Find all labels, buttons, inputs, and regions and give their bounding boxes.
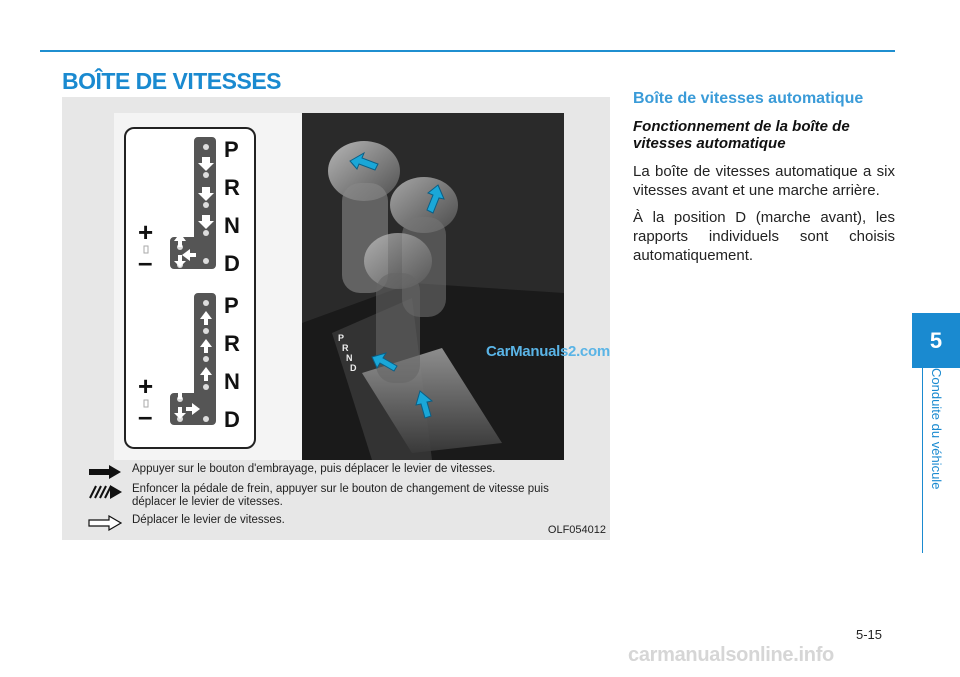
manual-minus: – [138, 247, 153, 277]
gate-letter-n: N [224, 213, 240, 238]
gear-lever-illustration [302, 113, 564, 460]
watermark: CarManuals2.com [486, 343, 610, 360]
figure-panel [62, 97, 610, 540]
manual-minus: – [138, 401, 153, 431]
legend-item [88, 514, 285, 531]
chapter-label-box [930, 368, 946, 553]
section-title: BOÎTE DE VITESSES [62, 68, 281, 94]
paragraph: La boîte de vitesses automatique a six vitesses avant et une marche arrière. [633, 163, 895, 199]
console-letter-n: N [346, 353, 353, 363]
chapter-label: Conduite du véhicule [929, 368, 944, 490]
figure-code: OLF054012 [547, 524, 606, 536]
content-column [633, 90, 895, 273]
legend-text: Déplacer le levier de vitesses. [132, 514, 285, 526]
subsubsection-title: Fonctionnement de la boîte de vitesses automatique [633, 118, 850, 152]
legend-text: Appuyer sur le bouton d'embrayage, puis déplacer le levier de vitesses. [132, 463, 496, 475]
manual-plus: + [138, 217, 154, 247]
top-rule [40, 50, 895, 52]
page-number: 5-15 [856, 627, 883, 642]
diagram-area [114, 113, 564, 460]
gear-lever-photo [302, 113, 564, 460]
solid-arrow-icon [88, 464, 122, 480]
legend-item [88, 483, 552, 509]
legend-item [88, 463, 495, 480]
hatched-arrow-icon [88, 484, 122, 500]
subsection-title: Boîte de vitesses automatique [633, 90, 864, 107]
console-letter-r: R [342, 343, 349, 353]
legend-text: Enfoncer la pédale de frein, appuyer sur le bouton de changement de vitesse puis déplacer le levier de vitesses. [132, 483, 549, 508]
gate-letter-d: D [224, 407, 240, 432]
gate-letter-p: P [224, 137, 239, 162]
console-letter-d: D [350, 363, 357, 373]
gate-letter-p: P [224, 293, 239, 318]
console-letter-p: P [338, 333, 345, 343]
paragraph: À la position D (marche avant), les rapports individuels sont choisis automatiquement. [633, 209, 895, 264]
gate-letter-n: N [224, 369, 240, 394]
chapter-tab: 5 [912, 313, 960, 368]
gate-letter-d: D [224, 251, 240, 276]
bottom-watermark: carmanualsonline.info [628, 644, 834, 666]
chapter-rule [922, 368, 923, 553]
gate-letter-r: R [224, 331, 240, 356]
outline-arrow-icon [88, 515, 122, 531]
shift-gate-graphic [126, 129, 254, 447]
gate-letter-r: R [224, 175, 240, 200]
manual-plus: + [138, 371, 154, 401]
shift-pattern-diagram [124, 127, 256, 449]
